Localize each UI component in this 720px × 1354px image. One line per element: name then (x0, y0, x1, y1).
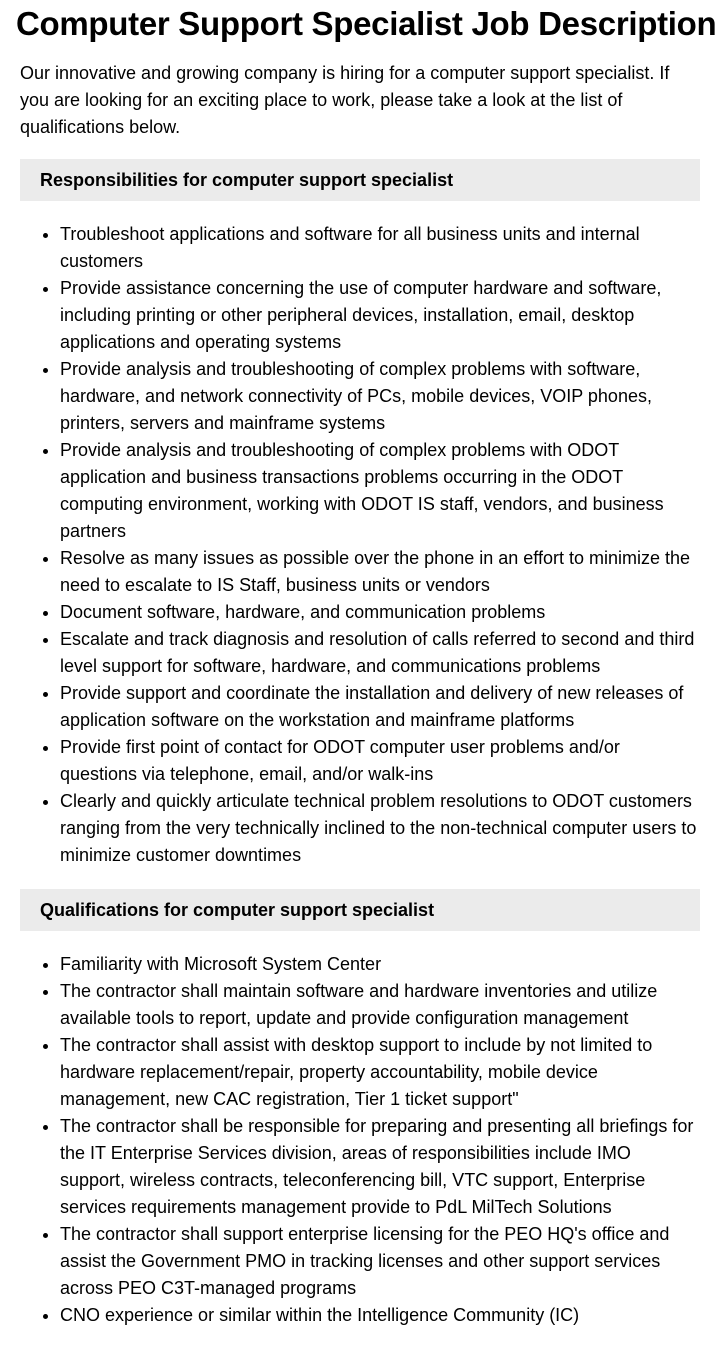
list-item: • CNO experience or similar within the Intelligence Community (IC) (60, 1302, 700, 1329)
responsibilities-list (20, 221, 700, 869)
list-item: • The contractor shall assist with desktop support to include by not limited to hardware replacement/repair, property accountability, mobile device management, new CAC registration, Tier 1 ticket support" (60, 1032, 700, 1113)
list-item: • Document software, hardware, and communication problems (60, 599, 700, 626)
qualifications-heading: Qualifications for computer support specialist (20, 889, 700, 931)
list-item: • Clearly and quickly articulate technical problem resolutions to ODOT customers ranging from the very technically inclined to the non-technical computer users to minimize customer downtimes (60, 788, 700, 869)
list-item: • Resolve as many issues as possible over the phone in an effort to minimize the need to escalate to IS Staff, business units or vendors (60, 545, 700, 599)
list-item: • Escalate and track diagnosis and resolution of calls referred to second and third level support for software, hardware, and communications problems (60, 626, 700, 680)
list-item: • Familiarity with Microsoft System Center (60, 951, 700, 978)
list-item: • The contractor shall be responsible for preparing and presenting all briefings for the IT Enterprise Services division, areas of responsibilities include IMO support, wireless contracts, teleconferencing bill, VTC support, Enterprise services requirements management provide to PdL MilTech Solutions (60, 1113, 700, 1221)
intro-paragraph: Our innovative and growing company is hiring for a computer support specialist. If you are looking for an exciting place to work, please take a look at the list of qualifications below. (20, 63, 670, 137)
list-item: • Provide analysis and troubleshooting of complex problems with software, hardware, and network connectivity of PCs, mobile devices, VOIP phones, printers, servers and mainframe systems (60, 356, 700, 437)
qualifications-list (20, 951, 700, 1329)
page-title: Computer Support Specialist Job Description (16, 5, 717, 42)
list-item: • The contractor shall maintain software and hardware inventories and utilize available tools to report, update and provide configuration management (60, 978, 700, 1032)
list-item: • Troubleshoot applications and software for all business units and internal customers (60, 221, 700, 275)
list-item: • Provide first point of contact for ODOT computer user problems and/or questions via telephone, email, and/or walk-ins (60, 734, 700, 788)
list-item: • The contractor shall support enterprise licensing for the PEO HQ's office and assist the Government PMO in tracking licenses and other support services across PEO C3T-managed programs (60, 1221, 700, 1302)
list-item: • Provide support and coordinate the installation and delivery of new releases of application software on the workstation and mainframe platforms (60, 680, 700, 734)
list-item: • Provide assistance concerning the use of computer hardware and software, including printing or other peripheral devices, installation, email, desktop applications and operating systems (60, 275, 700, 356)
list-item: • Provide analysis and troubleshooting of complex problems with ODOT application and business transactions problems occurring in the ODOT computing environment, working with ODOT IS staff, vendors, and business partners (60, 437, 700, 545)
responsibilities-heading: Responsibilities for computer support specialist (20, 159, 700, 201)
